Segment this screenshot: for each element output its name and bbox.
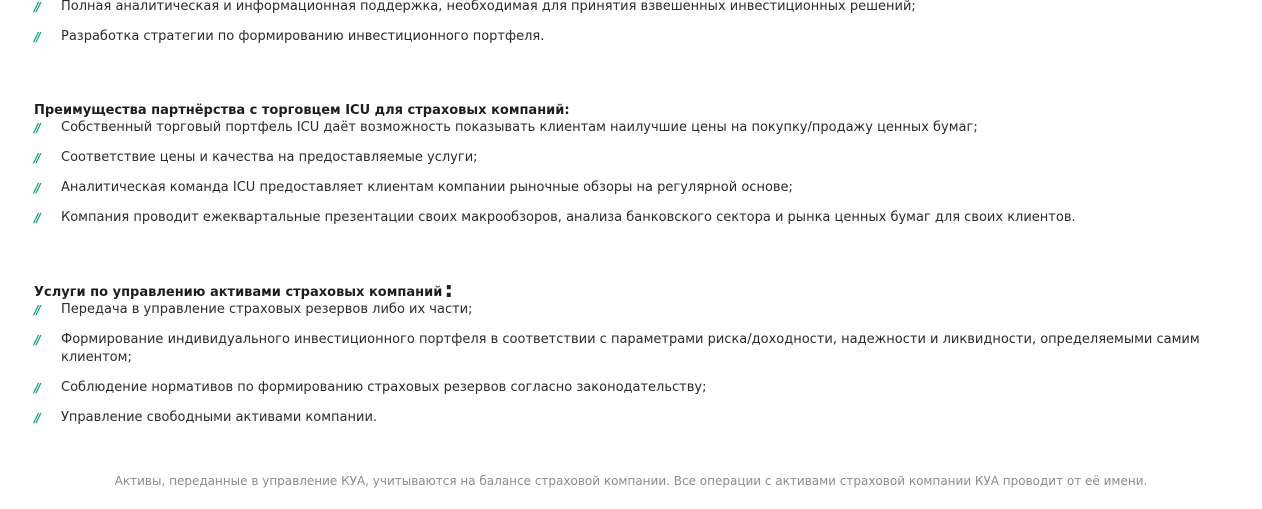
asset-management-list bbox=[34, 301, 1224, 439]
list-item bbox=[34, 0, 1224, 28]
partnership-heading: Преимущества партнёрства с торговцем ICU для страховых компаний: bbox=[34, 103, 570, 118]
footnote-text: Активы, переданные в управление КУА, учитываются на балансе страховой компании. Все операции с активами страховой компании КУА проводит от её имени. bbox=[114, 474, 1148, 488]
list-item bbox=[34, 301, 1224, 331]
asset-management-heading bbox=[34, 278, 454, 303]
list-item bbox=[34, 28, 1224, 58]
list-item-text: Аналитическая команда ICU предоставляет клиентам компании рыночные обзоры на регулярной основе; bbox=[61, 180, 793, 195]
list-item-text: Собственный торговый портфель ICU даёт возможность показывать клиентам наилучшие цены на покупку/продажу ценных бумаг; bbox=[61, 120, 978, 135]
list-item bbox=[34, 409, 1224, 439]
list-item bbox=[34, 379, 1224, 409]
double-slash-bullet-icon: // bbox=[34, 121, 39, 135]
list-item-text: Передача в управление страховых резервов либо их части; bbox=[61, 302, 473, 317]
list-item-text: Разработка стратегии по формированию инвестиционного портфеля. bbox=[61, 29, 545, 44]
double-slash-bullet-icon: // bbox=[34, 211, 39, 225]
list-item bbox=[34, 331, 1224, 379]
list-item bbox=[34, 119, 1224, 149]
double-slash-bullet-icon: // bbox=[34, 381, 39, 395]
list-item-text: Полная аналитическая и информационная поддержка, необходимая для принятия взвешенных инвестиционных решений; bbox=[61, 0, 916, 14]
list-item-text: Соответствие цены и качества на предоставляемые услуги; bbox=[61, 150, 478, 165]
list-item-text: Управление свободными активами компании. bbox=[61, 410, 378, 425]
partnership-list bbox=[34, 119, 1224, 239]
double-slash-bullet-icon: // bbox=[34, 0, 39, 14]
double-slash-bullet-icon: // bbox=[34, 411, 39, 425]
list-item bbox=[34, 179, 1224, 209]
double-slash-bullet-icon: // bbox=[34, 30, 39, 44]
asset-management-heading-text: Услуги по управлению активами страховых компаний bbox=[34, 285, 443, 300]
double-slash-bullet-icon: // bbox=[34, 333, 39, 347]
list-item bbox=[34, 209, 1224, 239]
list-item-text: Соблюдение нормативов по формированию страховых резервов согласно законодательству; bbox=[61, 380, 707, 395]
list-item-text: Формирование индивидуального инвестиционного портфеля в соответствии с параметрами риска/доходности, надежности и ликвидности, определяемыми самим клиентом; bbox=[61, 332, 1200, 365]
double-slash-bullet-icon: // bbox=[34, 151, 39, 165]
list-item-text: Компания проводит ежеквартальные презентации своих макрообзоров, анализа банковского сектора и рынка ценных бумаг для своих клиентов. bbox=[61, 210, 1076, 225]
services-list-top bbox=[34, 0, 1224, 58]
double-slash-bullet-icon: // bbox=[34, 303, 39, 317]
double-slash-bullet-icon: // bbox=[34, 181, 39, 195]
list-item bbox=[34, 149, 1224, 179]
asset-management-heading-colon: : bbox=[444, 278, 454, 303]
